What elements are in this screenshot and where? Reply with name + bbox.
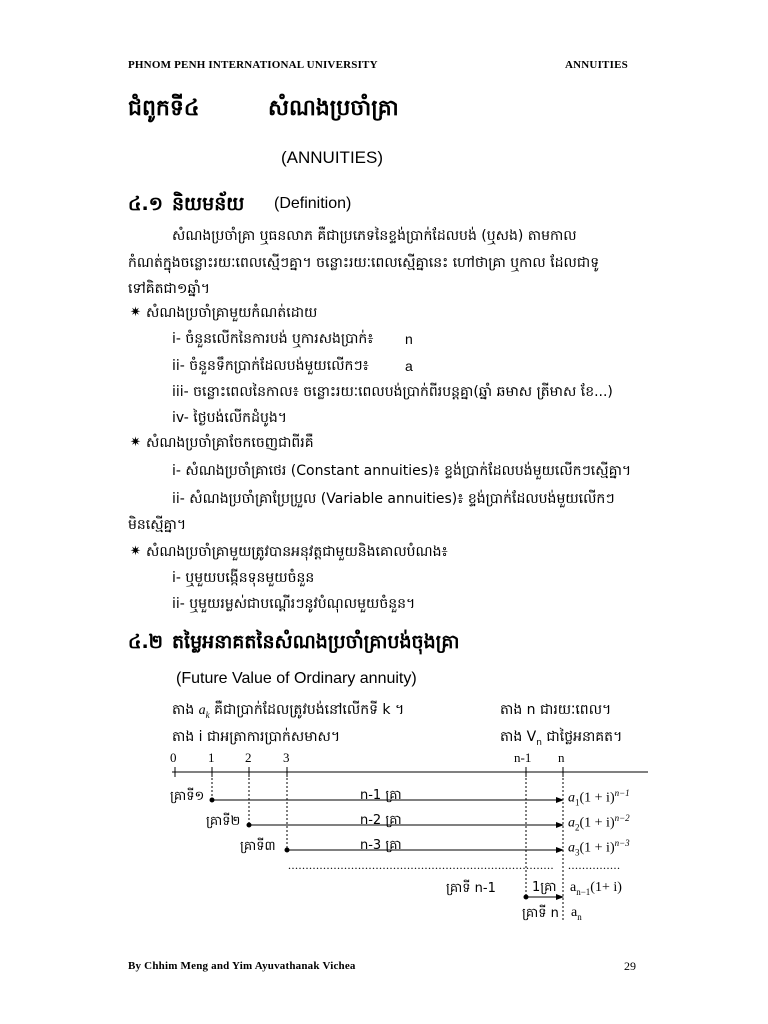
bullet3-text: សំណងប្រចាំគ្រាមួយត្រូវបានអនុវត្តជាមួយនិងគោលបំណង៖ bbox=[146, 544, 448, 560]
section2-title: តម្លៃអនាគតនៃសំណងប្រចាំគ្រាបង់ចុងគ្រា bbox=[172, 631, 460, 653]
notation-vn-prefix: តាង V bbox=[500, 729, 537, 745]
formula-row-n-minus-1: $a_{n-1}(1+ i)$ bbox=[570, 880, 622, 897]
notation-n: តាង n ជារយៈពេល។ bbox=[500, 702, 612, 718]
chapter-subtitle: (ANNUITIES) bbox=[281, 148, 383, 167]
definition-line-1: សំណងប្រចាំគ្រា ឬធនលាភ គឺជាប្រភេទនៃខ្ទង់ប្រាក់ដែលបង់ (ឬសង) តាមកាល bbox=[172, 228, 577, 244]
notation-ak-sub: k bbox=[205, 709, 210, 720]
bullet3-item-2: ii- ឬមួយរម្លស់ជាបណ្តើរៗនូវបំណុលមួយចំនួន។ bbox=[172, 596, 416, 612]
period-label-3: គ្រាទី៣ bbox=[240, 839, 276, 854]
period-label-n: គ្រាទី n bbox=[522, 906, 559, 921]
bullet1-text: សំណងប្រចាំគ្រាមួយកំណត់ដោយ bbox=[146, 305, 318, 321]
span-label-n-minus-1: 1គ្រា bbox=[532, 880, 557, 895]
formula-row-1: $a_1(1 + i)^{n-1}$ bbox=[568, 788, 630, 808]
notation-vn-desc: ជាថ្លៃអនាគត។ bbox=[541, 729, 623, 745]
notation-i: តាង i ជាអត្រាការប្រាក់សមាស។ bbox=[172, 729, 341, 745]
bullet1-item-2: ii- ចំនួនទឹកប្រាក់ដែលបង់មួយលើកៗ៖ bbox=[172, 358, 369, 374]
tick-label: 3 bbox=[283, 750, 290, 765]
bullet1-item-4: iv- ថ្ងៃបង់លើកដំបូង។ bbox=[172, 410, 287, 426]
period-label-2: គ្រាទី២ bbox=[206, 814, 241, 829]
bullet-star-icon: ✷ bbox=[130, 435, 141, 450]
header-topic: ANNUITIES bbox=[565, 59, 628, 71]
period-label-1: គ្រាទី១ bbox=[170, 789, 205, 804]
tick-label: n bbox=[558, 750, 565, 765]
notation-ak-desc: គឺជាប្រាក់ដែលត្រូវបង់នៅលើកទី k ។ bbox=[214, 702, 405, 718]
notation-ak-prefix: តាង bbox=[172, 702, 195, 718]
tick-label: n-1 bbox=[514, 750, 532, 765]
span-label-1: n-1 គ្រា bbox=[360, 788, 402, 803]
tick-label: 2 bbox=[245, 750, 252, 765]
definition-line-3: ទៅគិតជា១ឆ្នាំ។ bbox=[128, 281, 211, 297]
span-label-3: n-3 គ្រា bbox=[360, 838, 402, 853]
dots-continuation-left: ............................................................................ bbox=[288, 858, 554, 872]
bullet2-text: សំណងប្រចាំគ្រាចែកចេញជាពីរគឺ bbox=[146, 435, 314, 451]
bullet3-item-1: i- ឬមួយបង្កើនទុនមួយចំនួន bbox=[172, 570, 315, 586]
header-university: PHNOM PENH INTERNATIONAL UNIVERSITY bbox=[128, 59, 378, 71]
notation-ak-sym: a bbox=[198, 703, 206, 718]
bullet1-item-2-symbol: a bbox=[405, 358, 413, 374]
formula-row-n: $a_n$ bbox=[571, 905, 582, 922]
notation-vn-sub: n bbox=[536, 737, 542, 748]
dots-continuation-right: ............... bbox=[568, 858, 621, 872]
section2-number: ៤.២ bbox=[128, 631, 164, 653]
section1-title: និយមន័យ bbox=[172, 193, 245, 215]
bullet2-item-1: i- សំណងប្រចាំគ្រាថេរ (Constant annuities)៖ ខ្ទង់ប្រាក់ដែលបង់មួយលើកៗស្មើគ្នា។ bbox=[172, 463, 632, 479]
bullet1-item-1-symbol: n bbox=[405, 331, 413, 347]
chapter-title: សំណងប្រចាំគ្រា bbox=[268, 96, 399, 121]
section2-title-en: (Future Value of Ordinary annuity) bbox=[176, 670, 417, 687]
chapter-number: ជំពូកទី៤ bbox=[128, 96, 200, 121]
definition-line-2: កំណត់ក្នុងចន្លោះរយៈពេលស្មើៗគ្នា។ ចន្លោះរយៈពេលស្មើគ្នានេះ ហៅថាគ្រា ឬកាល ដែលជាទូ bbox=[128, 255, 600, 271]
section1-number: ៤.១ bbox=[128, 193, 164, 215]
tick-label: 1 bbox=[208, 750, 215, 765]
bullet2-item-2: ii- សំណងប្រចាំគ្រាប្រែប្រួល (Variable annuities)៖ ខ្ទង់ប្រាក់ដែលបង់មួយលើកៗ bbox=[172, 491, 615, 507]
section1-title-en: (Definition) bbox=[274, 195, 352, 212]
tick-label: 0 bbox=[170, 750, 177, 765]
formula-row-3: $a_3(1 + i)^{n-3}$ bbox=[568, 838, 630, 858]
footer-authors: By Chhim Meng and Yim Ayuvathanak Vichea bbox=[128, 960, 356, 972]
span-label-2: n-2 គ្រា bbox=[360, 813, 402, 828]
bullet1-item-1: i- ចំនួនលើកនៃការបង់ ឬការសងប្រាក់៖ bbox=[172, 331, 374, 347]
bullet2-item-2-cont: មិនស្មើគ្នា។ bbox=[128, 517, 187, 533]
bullet-star-icon: ✷ bbox=[130, 544, 141, 559]
bullet-star-icon: ✷ bbox=[130, 305, 141, 320]
formula-row-2: $a_2(1 + i)^{n-2}$ bbox=[568, 813, 630, 833]
period-label-n-minus-1: គ្រាទី n-1 bbox=[446, 881, 496, 896]
bullet1-item-3: iii- ចន្លោះពេលនៃកាល៖ ចន្លោះរយៈពេលបង់ប្រាក់ពីរបន្តគ្នា(ឆ្នាំ ឆមាស ត្រីមាស ខែ...) bbox=[172, 384, 613, 400]
footer-page-number: 29 bbox=[624, 959, 636, 973]
